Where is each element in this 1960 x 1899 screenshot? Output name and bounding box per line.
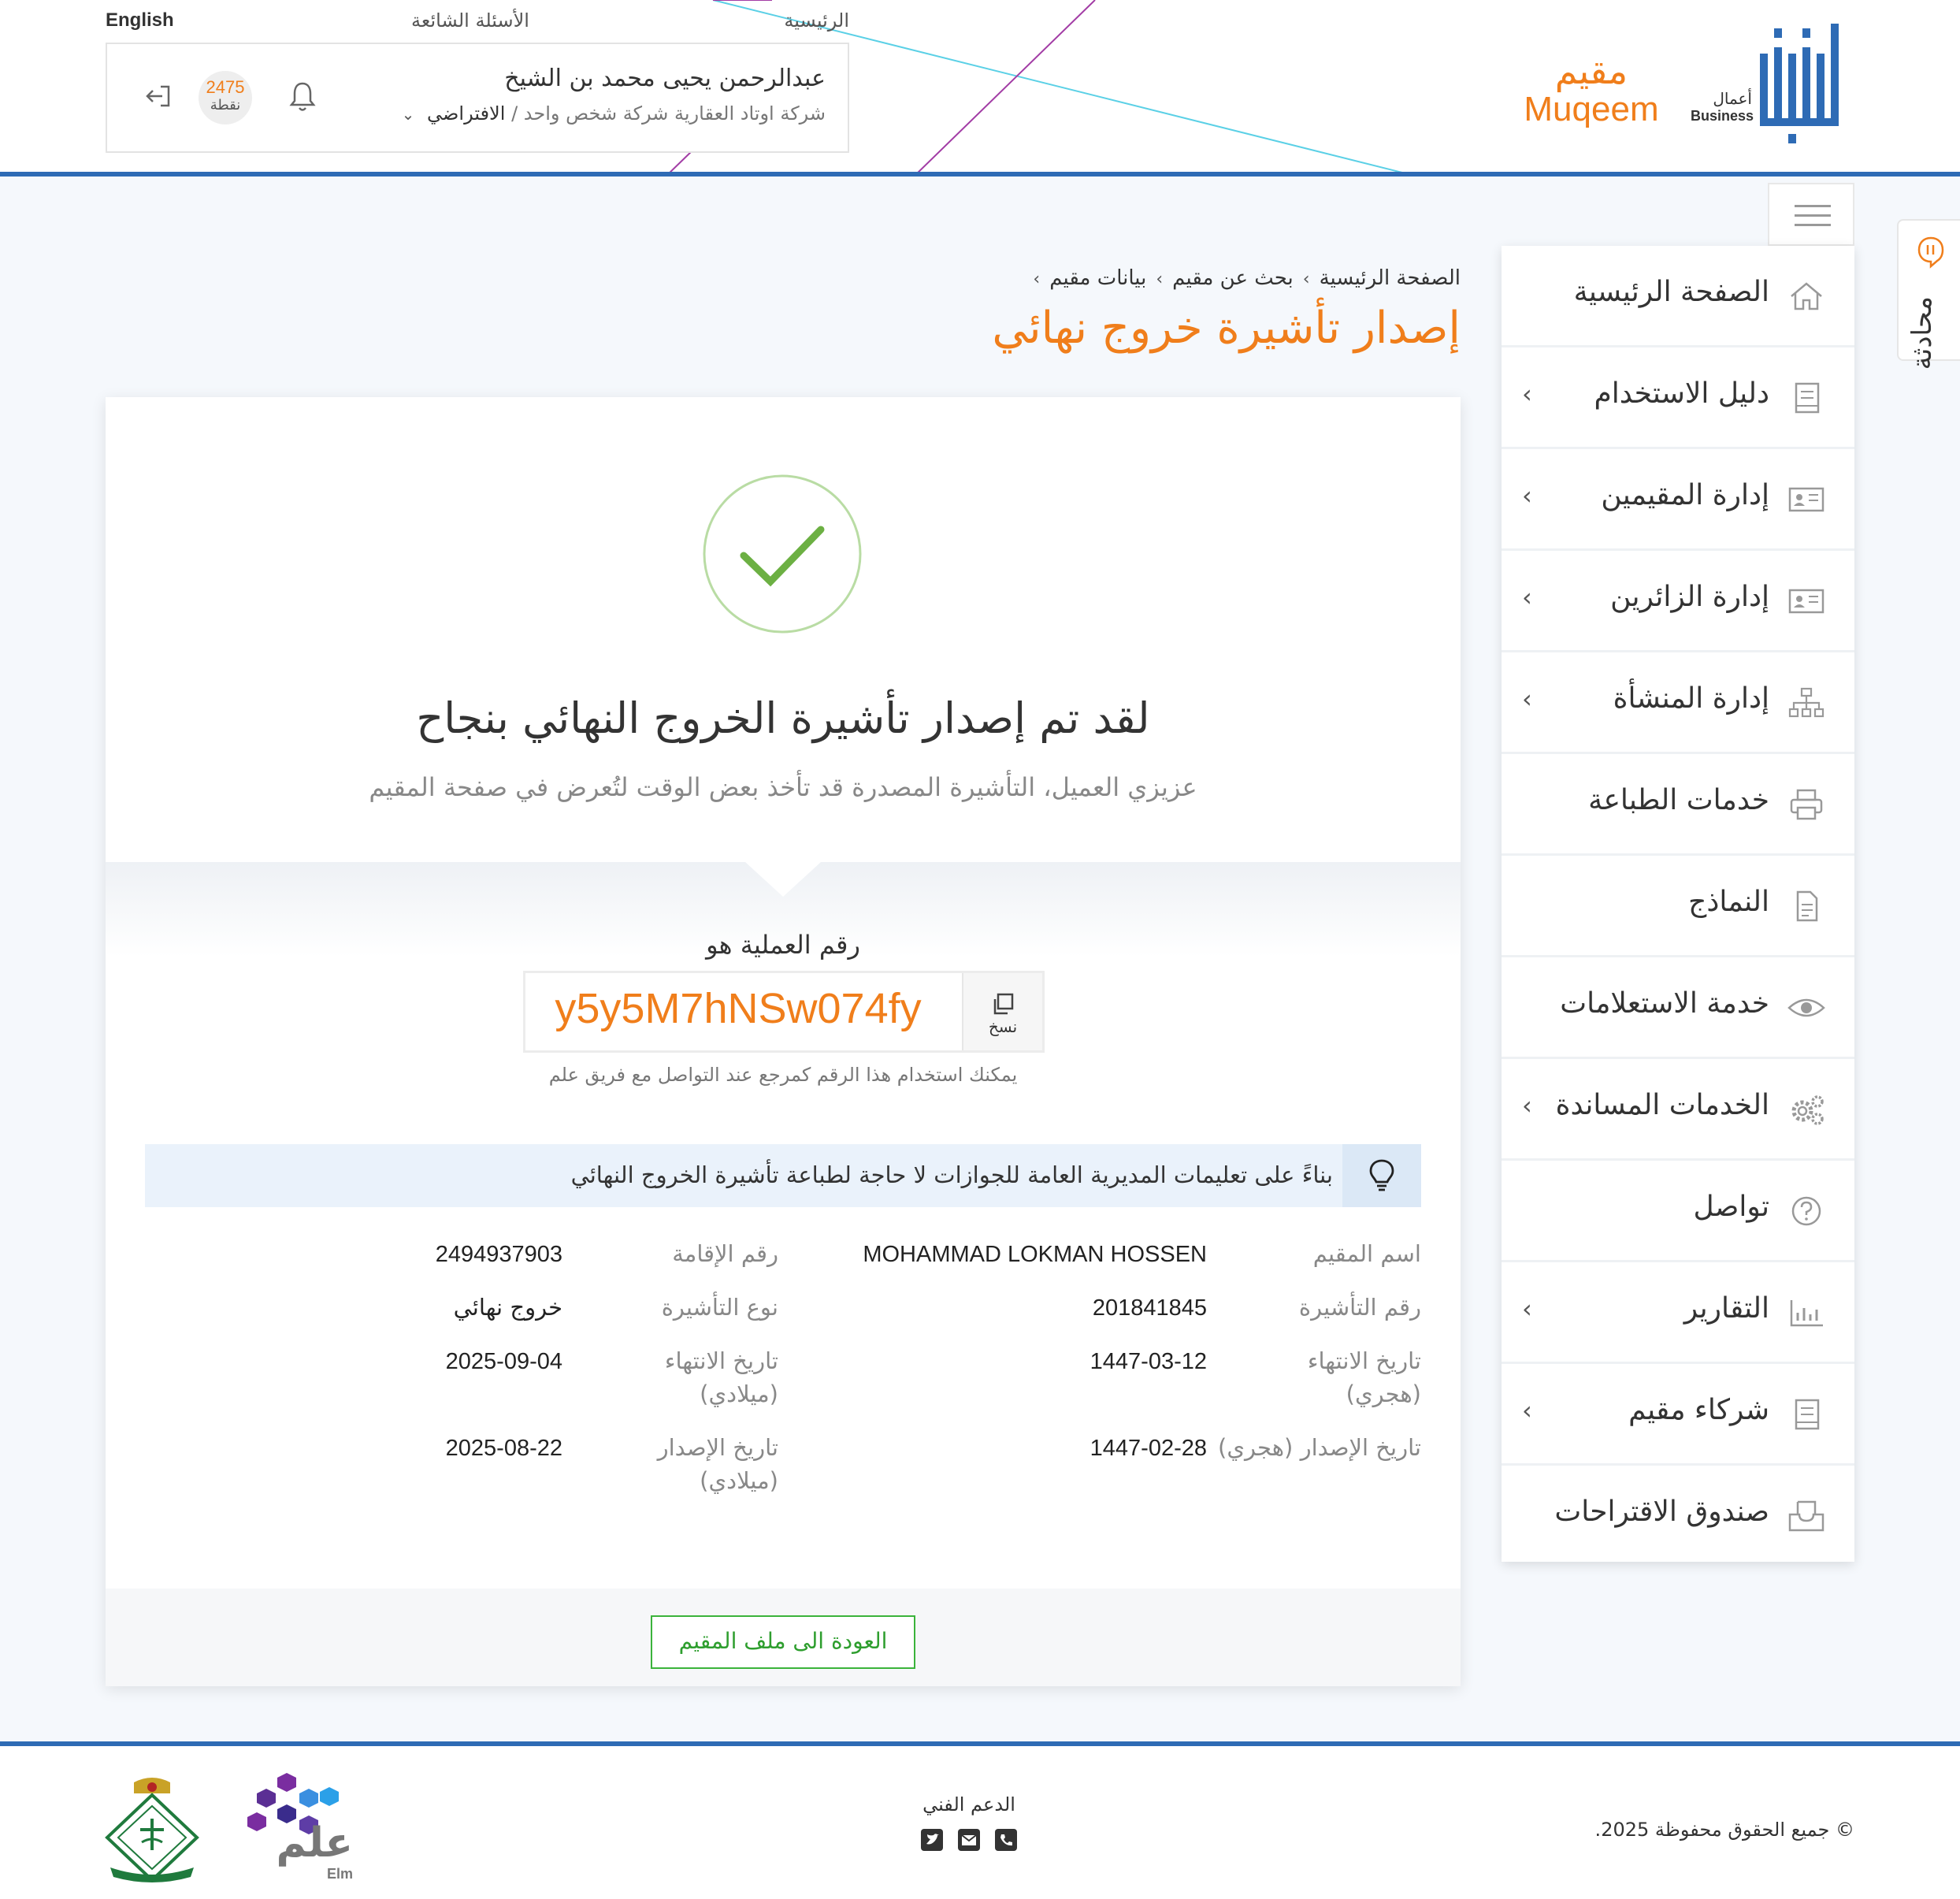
- success-title: لقد تم إصدار تأشيرة الخروج النهائي بنجاح: [416, 693, 1150, 743]
- chevron-left-icon: ‹: [1522, 684, 1532, 714]
- chevron-left-icon: ‹: [1522, 1395, 1532, 1425]
- technical-support: [914, 1793, 1024, 1853]
- chevron-left-icon: ‹: [1522, 1294, 1532, 1324]
- muqeem-logo-ar: مقيم: [1554, 50, 1628, 92]
- chevron-left-icon: ›: [1156, 269, 1164, 289]
- sidebar-item-label: النماذج: [1688, 886, 1769, 918]
- sidebar-item-suggestions[interactable]: [1502, 1466, 1854, 1567]
- sidebar-item-label: التقارير: [1683, 1292, 1769, 1325]
- card-footer: [106, 1589, 1461, 1686]
- points-badge[interactable]: [199, 71, 252, 124]
- sidebar-item-user-guide[interactable]: [1502, 347, 1854, 449]
- printer-icon: [1787, 787, 1826, 822]
- user-box: [106, 43, 849, 153]
- success-subtitle: عزيزي العميل، التأشيرة المصدرة قد تأخذ بعض الوقت لتُعرض في صفحة المقيم: [369, 772, 1197, 802]
- issue-greg-value: 2025-08-22: [445, 1436, 562, 1461]
- sidebar-item-printing[interactable]: [1502, 754, 1854, 856]
- breadcrumb-item-resident[interactable]: بيانات مقيم: [1049, 266, 1147, 290]
- chat-icon: [1916, 235, 1946, 269]
- amal-logo-ar: أعمال: [1713, 89, 1752, 108]
- sidebar-item-label: إدارة المنشأة: [1613, 682, 1769, 715]
- sidebar-item-partners[interactable]: [1502, 1364, 1854, 1466]
- sidebar-item-label: الخدمات المساندة: [1555, 1089, 1769, 1121]
- issue-hijri-value: 1447-02-28: [1090, 1436, 1207, 1461]
- chat-label: محادثة: [1906, 296, 1938, 370]
- copy-label: نسخ: [988, 1017, 1018, 1036]
- resident-name-value: MOHAMMAD LOKMAN HOSSEN: [863, 1242, 1207, 1267]
- logout-icon[interactable]: [142, 79, 173, 113]
- amal-logo-text: [1691, 90, 1752, 124]
- eye-icon: [1787, 990, 1826, 1025]
- chat-tab[interactable]: [1897, 219, 1960, 370]
- sidebar-item-forms[interactable]: [1502, 856, 1854, 957]
- company-name: شركة اوتاد العقارية شركة شخص واحد /: [511, 102, 826, 124]
- muqeem-logo-en: Muqeem: [1524, 90, 1659, 128]
- sidebar-item-establishment[interactable]: [1502, 652, 1854, 754]
- sidebar-item-label: دليل الاستخدام: [1594, 377, 1769, 410]
- jawazat-logo: [102, 1775, 202, 1885]
- sidebar-item-label: شركاء مقيم: [1628, 1394, 1769, 1426]
- iqama-value: 2494937903: [435, 1242, 562, 1267]
- visa-number-value: 201841845: [1092, 1295, 1207, 1321]
- expiry-hijri-label: تاريخ الانتهاء (هجري): [1307, 1347, 1421, 1407]
- email-icon[interactable]: [957, 1828, 981, 1852]
- details-grid: [106, 397, 1461, 1500]
- chevron-left-icon: ‹: [1522, 1091, 1532, 1120]
- muqeem-logo[interactable]: [1522, 50, 1661, 128]
- points-value: 2475: [206, 77, 245, 97]
- result-card: [106, 397, 1461, 1686]
- footer: [0, 1741, 1960, 1899]
- id-card-icon: [1787, 482, 1826, 517]
- notice-text: بناءً على تعليمات المديرية العامة للجوازات لا حاجة لطباعة تأشيرة الخروج النهائي: [570, 1161, 1333, 1188]
- issue-hijri-label: تاريخ الإصدار (هجري): [1218, 1434, 1421, 1461]
- chevron-left-icon: ›: [1302, 269, 1310, 289]
- company-selector[interactable]: [402, 102, 826, 124]
- breadcrumb-item-home[interactable]: الصفحة الرئيسية: [1319, 266, 1461, 290]
- sidebar-item-visitors[interactable]: [1502, 551, 1854, 652]
- breadcrumb-item-search[interactable]: بحث عن مقيم: [1172, 266, 1294, 290]
- chevron-left-icon: ‹: [1522, 481, 1532, 511]
- bell-icon[interactable]: [287, 79, 318, 113]
- sidebar-item-label: إدارة الزائرين: [1610, 581, 1769, 613]
- copyright: © جميع الحقوق محفوظة 2025.: [1594, 1819, 1854, 1841]
- points-label: نقطة: [210, 97, 241, 113]
- chevron-down-icon[interactable]: ⌄: [401, 105, 415, 124]
- menu-toggle-button[interactable]: [1768, 183, 1854, 246]
- gears-icon: [1787, 1092, 1826, 1127]
- support-title: الدعم الفني: [922, 1793, 1015, 1815]
- bar-chart-icon: [1787, 1295, 1826, 1330]
- org-chart-icon: [1787, 686, 1826, 720]
- issue-greg-label: تاريخ الإصدار (ميلادي): [657, 1434, 778, 1494]
- faq-link[interactable]: الأسئلة الشائعة: [411, 9, 529, 32]
- operation-number: y5y5M7hNSw074fy: [555, 985, 922, 1032]
- chevron-left-icon: ‹: [1522, 582, 1532, 612]
- book-icon: [1787, 1397, 1826, 1432]
- sidebar-item-home[interactable]: [1502, 246, 1854, 347]
- sidebar-item-contact[interactable]: [1502, 1161, 1854, 1262]
- visa-number-label: رقم التأشيرة: [1298, 1294, 1421, 1321]
- breadcrumb: [1023, 266, 1461, 290]
- operation-number-label: رقم العملية هو: [706, 930, 860, 960]
- expiry-hijri-value: 1447-03-12: [1090, 1349, 1207, 1374]
- expiry-greg-value: 2025-09-04: [445, 1349, 562, 1374]
- language-link[interactable]: English: [106, 9, 174, 31]
- sidebar-item-residents[interactable]: [1502, 449, 1854, 551]
- document-icon: [1787, 889, 1826, 923]
- top-links: [106, 9, 849, 33]
- sidebar-item-support-services[interactable]: [1502, 1059, 1854, 1161]
- sidebar-item-inquiries[interactable]: [1502, 957, 1854, 1059]
- company-role: الافتراضي: [427, 102, 506, 124]
- back-to-resident-button[interactable]: العودة الى ملف المقيم: [651, 1615, 915, 1669]
- resident-name-label: اسم المقيم: [1312, 1240, 1421, 1267]
- chevron-left-icon: ›: [1033, 269, 1041, 289]
- sidebar-item-label: إدارة المقيمين: [1601, 479, 1769, 511]
- sidebar-item-label: خدمة الاستعلامات: [1560, 987, 1769, 1020]
- expiry-greg-label: تاريخ الانتهاء (ميلادي): [664, 1347, 778, 1407]
- page-title: إصدار تأشيرة خروج نهائي: [992, 303, 1461, 354]
- user-name: عبدالرحمن يحيى محمد بن الشيخ: [504, 65, 826, 92]
- visa-type-label: نوع التأشيرة: [661, 1294, 778, 1321]
- sidebar-item-label: صندوق الاقتراحات: [1554, 1496, 1769, 1528]
- visa-type-value: خروج نهائي: [453, 1294, 562, 1321]
- header: [0, 0, 1960, 177]
- sidebar-item-label: تواصل: [1693, 1191, 1769, 1223]
- chevron-left-icon: ‹: [1522, 379, 1532, 409]
- sidebar-item-label: خدمات الطباعة: [1588, 784, 1769, 816]
- amal-logo-en: Business: [1691, 108, 1754, 124]
- amal-logo-mark: [1758, 24, 1845, 150]
- iqama-label: رقم الإقامة: [672, 1240, 778, 1267]
- book-icon: [1787, 381, 1826, 415]
- sidebar: [1502, 246, 1854, 1562]
- home-icon: [1787, 279, 1826, 314]
- sidebar-item-label: الصفحة الرئيسية: [1573, 276, 1769, 308]
- twitter-icon[interactable]: [920, 1828, 944, 1852]
- elm-logo-en: Elm: [326, 1866, 353, 1882]
- help-icon: [1787, 1194, 1826, 1228]
- amal-business-logo[interactable]: [1691, 24, 1845, 150]
- home-link[interactable]: الرئيسية: [784, 9, 849, 32]
- inbox-icon: [1787, 1499, 1826, 1533]
- operation-number-hint: يمكنك استخدام هذا الرقم كمرجع عند التواصل مع فريق علم: [548, 1064, 1018, 1086]
- sidebar-item-reports[interactable]: [1502, 1262, 1854, 1364]
- support-icons: [914, 1828, 1024, 1853]
- phone-icon[interactable]: [994, 1828, 1018, 1852]
- elm-logo: [241, 1768, 359, 1886]
- elm-logo-ar: علم: [276, 1819, 353, 1867]
- id-card-icon: [1787, 584, 1826, 619]
